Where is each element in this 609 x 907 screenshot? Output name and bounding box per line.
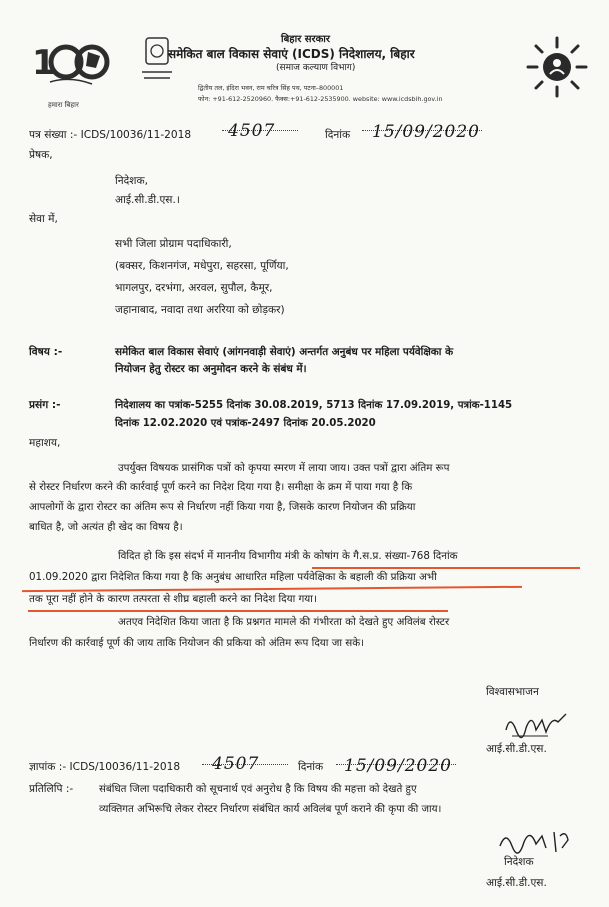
pratilipi-label: प्रतिलिपि :- xyxy=(29,783,74,795)
para2-line: 01.09.2020 द्वारा निदेशित किया गया है कि अनुबंध आधारित महिला पर्यवेक्षिका के बहाली की प्रक्रिया अभी xyxy=(29,571,437,583)
recipient-line: भागलपुर, दरभंगा, अरवल, सुपौल, कैमूर, xyxy=(115,282,273,294)
hamara-bihar-logo-icon xyxy=(30,34,112,98)
svg-text:1: 1 xyxy=(32,43,56,83)
patra-sankhya-label: पत्र संख्या :- ICDS/10036/11-2018 xyxy=(29,129,192,141)
highlight-underline xyxy=(28,610,448,612)
para1-line: आपलोगों के द्वारा रोस्टर का अंतिम रूप से निर्धारण नहीं किया गया है, जिसके कारण नियोजन की प्रक्रिया xyxy=(29,501,416,513)
highlight-underline xyxy=(312,567,580,569)
final-org: आई.सी.डी.एस. xyxy=(486,877,547,889)
para3-line: अतएव निदेशित किया जाता है कि प्रश्नगत मामले की गंभीरता को देखते हुए अविलंब रोस्टर xyxy=(118,616,450,628)
para2-line: तक पूरा नहीं होने के कारण तत्परता से शीघ्र बहाली करने का निदेश दिया गया। xyxy=(29,593,317,605)
para3-line: निर्धारण की कार्रवाई पूर्ण की जाय ताकि नियोजन की प्रकिया को अंतिम रूप दिया जा सके। xyxy=(29,637,365,649)
seva-me-label: सेवा में, xyxy=(29,213,58,225)
patra-number-handwritten: 4507 xyxy=(228,121,276,141)
closing: विश्वासभाजन xyxy=(486,686,539,698)
vishay-label: विषय :- xyxy=(29,346,63,358)
para2-line: विदित हो कि इस संदर्भ में माननीय विभागीय मंत्री के कोषांग के गै.स.प्र. संख्या-768 दिनांक xyxy=(118,550,458,562)
sender-title: निदेशक, xyxy=(115,175,148,187)
sign-org: आई.सी.डी.एस. xyxy=(486,743,547,755)
para1-line: उपर्युक्त विषयक प्रासंगिक पत्रों को कृपया स्मरण में लाया जाय। उक्त पत्रों द्वारा अंतिम रूप xyxy=(118,462,450,474)
date-handwritten: 15/09/2020 xyxy=(372,122,480,142)
header-contact: फोन: +91-612-2520960. फैक्स:+91-612-2535900. website: www.icdsbih.gov.in xyxy=(198,95,443,103)
preshak-label: प्रेषक, xyxy=(29,149,53,161)
recipient-line: जहानाबाद, नवादा तथा अररिया को छोड़कर) xyxy=(115,304,285,316)
header-dept: (समाज कल्याण विभाग) xyxy=(276,63,356,73)
pratilipi-line: संबंधित जिला पदाधिकारी को सूचनार्थ एवं अनुरोध है कि विषय की महत्ता को देखते हुए xyxy=(99,784,417,795)
header-address: द्वितीय तल, इंदिरा भवन, राम चरित्र सिंह पथ, पटना–800001 xyxy=(198,84,344,92)
gyapank-label: ज्ञापांक :- ICDS/10036/11-2018 xyxy=(29,761,181,773)
header-office: समेकित बाल विकास सेवाएं (ICDS) निदेशालय, बिहार xyxy=(168,47,415,61)
gyapank-number-handwritten: 4507 xyxy=(212,754,260,774)
para1-line: से रोस्टर निर्धारण करने की कार्रवाई पूर्ण करने का निदेश दिया गया है। समीक्षा के क्रम में पाया गया है कि xyxy=(29,481,413,493)
icds-logo-icon xyxy=(526,36,588,98)
prasang-label: प्रसंग :- xyxy=(29,399,61,411)
recipient-line: (बक्सर, किशनगंज, मधेपुरा, सहरसा, पूर्णिया, xyxy=(115,260,289,272)
logo-caption: हमारा बिहार xyxy=(48,101,79,109)
vishay-line: समेकित बाल विकास सेवाएं (आंगनवाड़ी सेवाएं) अन्तर्गत अनुबंध पर महिला पर्यवेक्षिका के xyxy=(115,346,454,358)
salutation: महाशय, xyxy=(29,437,61,449)
final-title: निदेशक xyxy=(504,856,534,868)
sender-org: आई.सी.डी.एस.। xyxy=(115,194,180,206)
recipient-line: सभी जिला प्रोग्राम पदाधिकारी, xyxy=(115,238,232,250)
pratilipi-line: व्यक्तिगत अभिरूचि लेकर रोस्टर निर्धारण संबंधित कार्य अविलंब पूर्ण कराने की कृपा की जाय। xyxy=(99,804,442,815)
dinank-label: दिनांक xyxy=(325,129,351,141)
prasang-line: दिनांक 12.02.2020 एवं पत्रांक-2497 दिनांक 20.05.2020 xyxy=(115,418,376,429)
para1-line: बाधित है, जो अत्यंत ही खेद का विषय है। xyxy=(29,521,183,533)
prasang-line: निदेशालय का पत्रांक-5255 दिनांक 30.08.2019, 5713 दिनांक 17.09.2019, पत्रांक-1145 xyxy=(115,400,513,411)
header-gov: बिहार सरकार xyxy=(281,34,330,45)
signature-icon xyxy=(502,708,574,744)
gyapank-dinank-label: दिनांक xyxy=(298,761,324,773)
gyapank-date-handwritten: 15/09/2020 xyxy=(344,756,452,776)
vishay-line: नियोजन हेतु रोस्टर का अनुमोदन करने के संबंध में। xyxy=(115,363,307,375)
